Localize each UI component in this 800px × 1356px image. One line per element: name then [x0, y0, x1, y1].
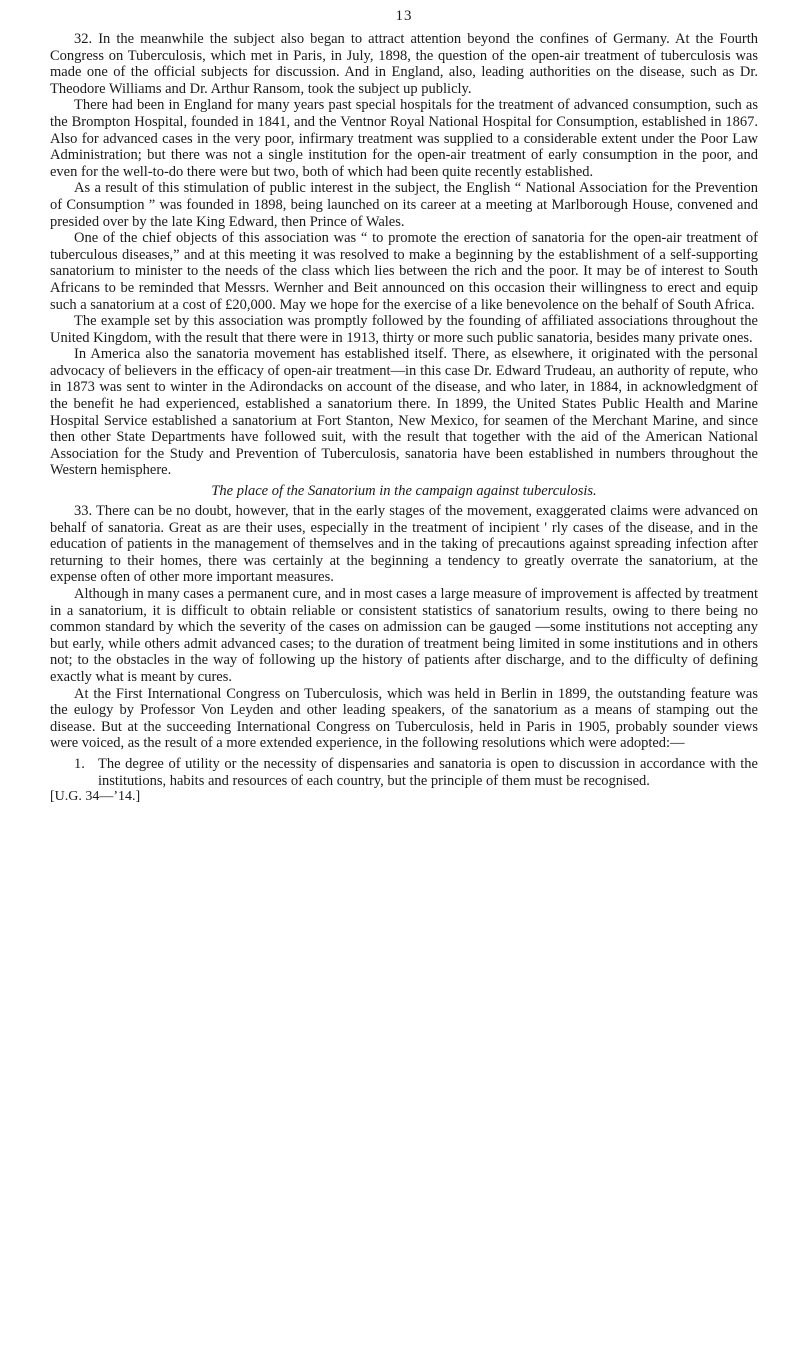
paragraph	[50, 503, 758, 586]
paragraph-number: 32.	[74, 31, 93, 47]
paragraph-text: As a result of this stimulation of public interest in the subject, the English “ National Association for the Prevention of Consumption ” was founded in 1898, being launched on its career at a meeting at Marlborough House, convened and presided over by the late King Edward, then Prince of Wales.	[50, 180, 758, 230]
resolution-text: The degree of utility or the necessity of dispensaries and sanatoria is open to discussion in accordance with the institutions, habits and resources of each country, but the principle of them must be recognised.	[98, 755, 758, 789]
body-text-before-heading	[50, 31, 758, 479]
paragraph	[50, 31, 758, 97]
paragraph-text: There had been in England for many years past special hospitals for the treatment of advanced consumption, such as the Brompton Hospital, founded in 1841, and the Ventnor Royal National Hospital for Consumption, established in 1867. Also for advanced cases in the very poor, infirmary treatment was supplied to a considerable extent under the Poor Law Administration; but there was not a single institution for the open-air treatment of early consumption in the poor, and even for the well-to-do there were but two, both of which had been quite recently established.	[50, 97, 758, 180]
paragraph	[50, 686, 758, 752]
footer-reference: [U.G. 34—’14.]	[50, 789, 141, 805]
body-text-after-heading	[50, 503, 758, 752]
paragraph	[50, 346, 758, 479]
section-heading: The place of the Sanatorium in the campaign against tuberculosis.	[211, 483, 597, 500]
paragraph	[50, 313, 758, 346]
paragraph-text: There can be no doubt, however, that in the early stages of the movement, exaggerated claims were advanced on behalf of sanatoria. Great as are their uses, especially in the treatment of incipient ' rly cases of the disease, and in the education of patients in the management of themselves and in the taking of precautions against spreading infection after returning to their homes, there was certainly at the beginning a tendency to greatly overrate the sanatorium, at the expense often of other more important measures.	[50, 503, 758, 586]
paragraph-text: At the First International Congress on Tuberculosis, which was held in Berlin in 1899, the outstanding feature was the eulogy by Professor Von Leyden and other leading speakers, of the sanatorium as a means of stamping out the disease. But at the succeeding International Congress on Tuberculosis, held in Paris in 1905, probably sounder views were voiced, as the result of a more extended experience, in the following resolutions which were adopted:—	[50, 685, 758, 752]
paragraph	[50, 586, 758, 686]
paragraph-number: 33.	[74, 503, 93, 520]
paragraph	[50, 180, 758, 230]
paragraph	[50, 230, 758, 313]
resolution-item	[74, 756, 758, 789]
resolution-number: 1.	[74, 755, 85, 772]
resolutions-list	[50, 756, 758, 789]
document-page	[50, 8, 758, 805]
paragraph	[50, 97, 758, 180]
page-number: 13	[395, 8, 413, 24]
paragraph-text: The example set by this association was promptly followed by the founding of affiliated associations throughout the United Kingdom, with the result that there were in 1913, thirty or more such public sanatoria, besides many private ones.	[50, 313, 758, 346]
paragraph-text: Although in many cases a permanent cure, and in most cases a large measure of improvement is affected by treatment in a sanatorium, it is difficult to obtain reliable or consistent statistics of sanatorium results, owing to there being no common standard by which the severity of the cases on admission can be gauged —some institutions not accepting any but early, while others admit advanced cases; to the duration of treatment being limited in some institutions and in others not; to the obstacles in the way of following up the history of patients after discharge, and to the difficulty of defining exactly what is meant by cures.	[50, 586, 758, 685]
paragraph-text: One of the chief objects of this association was “ to promote the erection of sanatoria for the open-air treatment of tuberculous diseases,” and at this meeting it was resolved to make a beginning by the establishment of a self-supporting sanatorium to minister to the needs of the class which lies between the rich and the poor. It may be of interest to South Africans to be reminded that Messrs. Wernher and Beit announced on this occasion their willingness to erect and equip such a sanatorium at a cost of £20,000. May we hope for the exercise of a like benevolence on the behalf of South Africa.	[50, 230, 758, 313]
paragraph-text: In the meanwhile the subject also began to attract attention beyond the confines of Germany. At the Fourth Congress on Tuberculosis, which met in Paris, in July, 1898, the question of the open-air treatment of tuberculosis was made one of the official subjects for discussion. And in England, also, leading authorities on the disease, such as Dr. Theodore Williams and Dr. Arthur Ransom, took the subject up publicly.	[50, 31, 759, 97]
paragraph-text: In America also the sanatoria movement has established itself. There, as elsewhere, it originated with the personal advocacy of believers in the efficacy of open-air treatment—in this case Dr. Edward Trudeau, an authority of repute, who in 1873 was sent to winter in the Adirondacks on account of the disease, and who later, in 1884, in acknowledgment of the benefit he had experienced, established a sanatorium there. In 1899, the United States Public Health and Marine Hospital Service established a sanatorium at Fort Stanton, New Mexico, for seamen of the Merchant Marine, and since then other State Departments have followed suit, with the result that together with the aid of the American National Association for the Study and Prevention of Tuberculosis, sanatoria have been established in numbers throughout the Western hemisphere.	[50, 346, 758, 479]
